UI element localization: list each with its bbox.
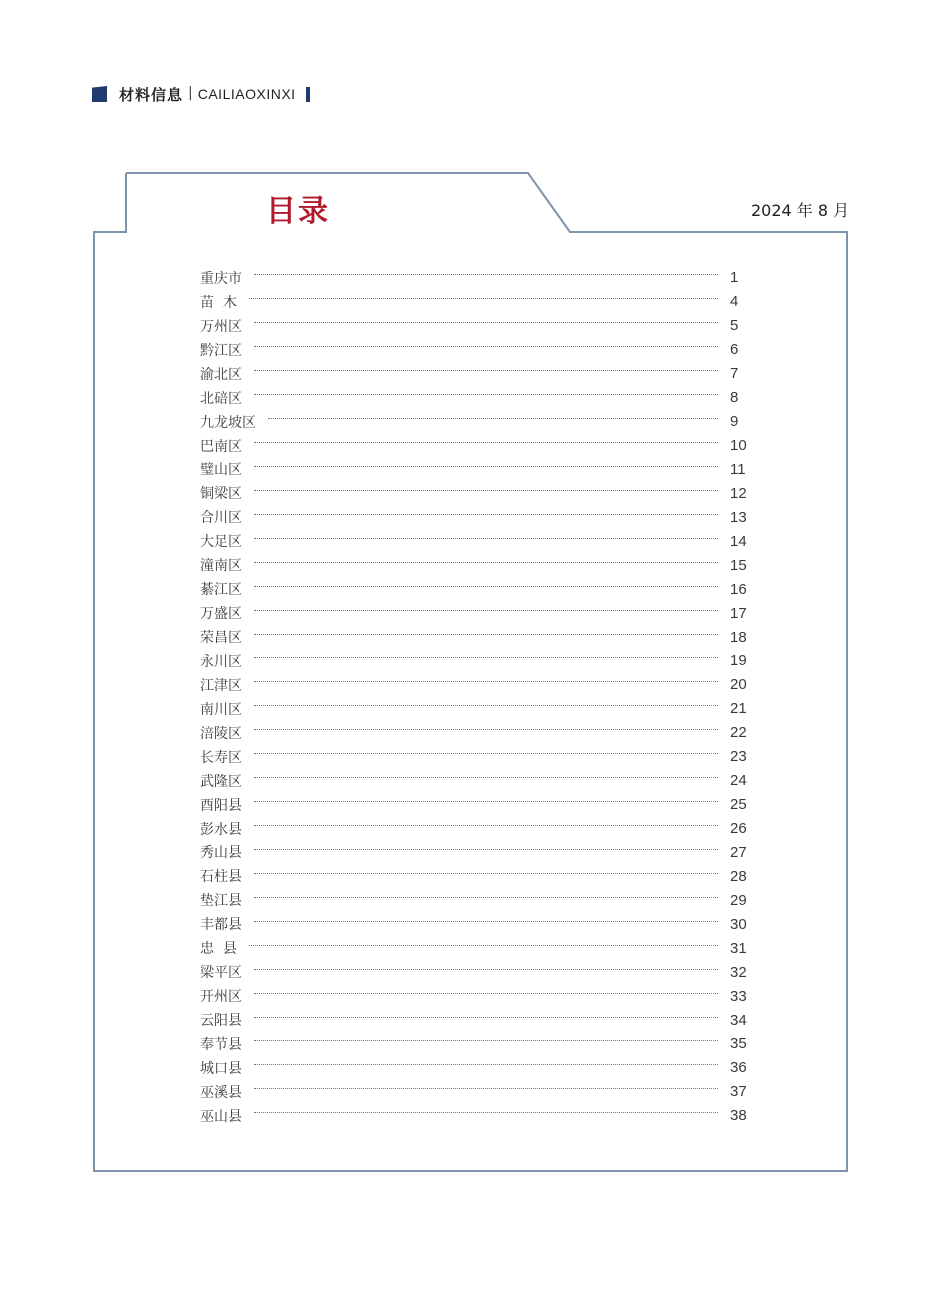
- toc-entry-name: 丰都县: [200, 917, 242, 934]
- dot-leader: [254, 1017, 718, 1018]
- dot-leader: [254, 729, 718, 730]
- toc-entry[interactable]: [200, 1056, 750, 1080]
- toc-entry-name: 苗 木: [200, 294, 237, 311]
- dot-leader: [254, 705, 718, 706]
- toc-entry-name: 城口县: [200, 1060, 242, 1077]
- toc-list: [200, 266, 750, 1128]
- dot-leader: [254, 873, 718, 874]
- toc-entry-page: 4: [730, 293, 739, 311]
- toc-entry-name: 酉阳县: [200, 797, 242, 814]
- toc-entry[interactable]: [200, 1032, 750, 1056]
- toc-entry-name: 黔江区: [200, 342, 242, 359]
- dot-leader: [254, 753, 718, 754]
- toc-entry-name: 大足区: [200, 534, 242, 551]
- toc-entry[interactable]: [200, 1008, 750, 1032]
- toc-entry[interactable]: [200, 1104, 750, 1128]
- dot-leader: [268, 418, 718, 419]
- toc-entry-name: 巫山县: [200, 1108, 242, 1125]
- dot-leader: [254, 825, 718, 826]
- toc-entry[interactable]: [200, 960, 750, 984]
- toc-entry-name: 巫溪县: [200, 1084, 242, 1101]
- toc-entry-page: 8: [730, 389, 739, 407]
- toc-entry-page: 33: [730, 987, 747, 1005]
- toc-entry[interactable]: [200, 625, 750, 649]
- toc-entry-name: 重庆市: [200, 270, 242, 287]
- dot-leader: [254, 921, 718, 922]
- dot-leader: [254, 1064, 718, 1065]
- dot-leader: [254, 586, 718, 587]
- dot-leader: [254, 490, 718, 491]
- dot-leader: [254, 274, 718, 275]
- toc-entry-page: 5: [730, 317, 739, 335]
- toc-entry[interactable]: [200, 984, 750, 1008]
- toc-entry[interactable]: [200, 434, 750, 458]
- toc-entry-name: 垫江县: [200, 893, 242, 910]
- toc-entry[interactable]: [200, 841, 750, 865]
- toc-entry[interactable]: [200, 362, 750, 386]
- toc-entry-name: 合川区: [200, 510, 242, 527]
- toc-entry-page: 14: [730, 532, 747, 550]
- dot-leader: [254, 657, 718, 658]
- toc-entry-name: 巴南区: [200, 438, 242, 455]
- toc-entry-page: 20: [730, 676, 747, 694]
- toc-entry-name: 荣昌区: [200, 630, 242, 647]
- toc-entry[interactable]: [200, 458, 750, 482]
- toc-entry-page: 18: [730, 628, 747, 646]
- toc-entry[interactable]: [200, 553, 750, 577]
- toc-entry[interactable]: [200, 673, 750, 697]
- toc-entry-page: 22: [730, 724, 747, 742]
- toc-entry[interactable]: [200, 386, 750, 410]
- dot-leader: [254, 1088, 718, 1089]
- dot-leader: [254, 442, 718, 443]
- toc-entry-name: 万盛区: [200, 606, 242, 623]
- dot-leader: [254, 849, 718, 850]
- dot-leader: [254, 346, 718, 347]
- toc-entry[interactable]: [200, 505, 750, 529]
- dot-leader: [254, 1112, 718, 1113]
- dot-leader: [254, 801, 718, 802]
- toc-entry-page: 37: [730, 1083, 747, 1101]
- toc-entry-page: 29: [730, 891, 747, 909]
- toc-entry-name: 九龙坡区: [200, 414, 256, 431]
- header-title: 材料信息: [119, 85, 184, 104]
- toc-title: 目录: [266, 194, 330, 229]
- toc-entry-name: 璧山区: [200, 462, 242, 479]
- toc-entry-name: 梁平区: [200, 965, 242, 982]
- toc-entry-name: 渝北区: [200, 366, 242, 383]
- toc-entry-name: 北碚区: [200, 390, 242, 407]
- toc-entry-page: 9: [730, 413, 739, 431]
- toc-entry[interactable]: [200, 314, 750, 338]
- toc-entry[interactable]: [200, 745, 750, 769]
- dot-leader: [254, 634, 718, 635]
- toc-entry[interactable]: [200, 529, 750, 553]
- toc-entry[interactable]: [200, 481, 750, 505]
- toc-entry[interactable]: [200, 769, 750, 793]
- toc-entry-page: 27: [730, 843, 747, 861]
- toc-entry-page: 11: [730, 460, 746, 478]
- toc-entry[interactable]: [200, 601, 750, 625]
- toc-entry[interactable]: [200, 1080, 750, 1104]
- toc-entry-page: 17: [730, 604, 747, 622]
- toc-entry-name: 秀山县: [200, 845, 242, 862]
- toc-entry-name: 彭水县: [200, 821, 242, 838]
- toc-entry[interactable]: [200, 577, 750, 601]
- toc-entry-page: 31: [730, 939, 747, 957]
- dot-leader: [254, 562, 718, 563]
- toc-entry-page: 30: [730, 915, 747, 933]
- dot-leader: [249, 945, 718, 946]
- toc-entry-page: 24: [730, 772, 747, 790]
- toc-entry[interactable]: [200, 338, 750, 362]
- toc-entry-page: 7: [730, 365, 739, 383]
- toc-entry-name: 綦江区: [200, 582, 242, 599]
- toc-entry-page: 35: [730, 1035, 747, 1053]
- header-separator: |: [188, 85, 193, 101]
- dot-leader: [254, 993, 718, 994]
- toc-entry-name: 开州区: [200, 989, 242, 1006]
- toc-entry-page: 19: [730, 652, 747, 670]
- toc-entry-page: 36: [730, 1059, 747, 1077]
- toc-entry-page: 13: [730, 508, 747, 526]
- toc-entry[interactable]: [200, 290, 750, 314]
- toc-entry[interactable]: [200, 697, 750, 721]
- toc-entry[interactable]: [200, 721, 750, 745]
- toc-entry-name: 武隆区: [200, 773, 242, 790]
- dot-leader: [254, 897, 718, 898]
- toc-entry-name: 长寿区: [200, 749, 242, 766]
- toc-entry-name: 南川区: [200, 701, 242, 718]
- toc-entry-name: 永川区: [200, 653, 242, 670]
- toc-entry-name: 奉节县: [200, 1036, 242, 1053]
- toc-entry-name: 石柱县: [200, 869, 242, 886]
- dot-leader: [254, 394, 718, 395]
- dot-leader: [249, 298, 718, 299]
- toc-entry-name: 云阳县: [200, 1013, 242, 1030]
- toc-entry-page: 6: [730, 341, 739, 359]
- toc-entry[interactable]: [200, 817, 750, 841]
- dot-leader: [254, 370, 718, 371]
- toc-entry-page: 10: [730, 437, 747, 455]
- toc-entry-page: 23: [730, 748, 747, 766]
- toc-entry-page: 25: [730, 796, 747, 814]
- toc-entry-page: 26: [730, 820, 747, 838]
- toc-entry[interactable]: [200, 912, 750, 936]
- dot-leader: [254, 466, 718, 467]
- dot-leader: [254, 777, 718, 778]
- toc-entry[interactable]: [200, 888, 750, 912]
- toc-entry-page: 12: [730, 484, 747, 502]
- toc-entry-name: 潼南区: [200, 558, 242, 575]
- toc-entry-page: 16: [730, 580, 747, 598]
- dot-leader: [254, 969, 718, 970]
- toc-entry-name: 江津区: [200, 677, 242, 694]
- toc-entry-name: 铜梁区: [200, 486, 242, 503]
- toc-entry-page: 15: [730, 556, 747, 574]
- toc-entry-name: 万州区: [200, 318, 242, 335]
- toc-entry-page: 1: [730, 269, 739, 287]
- dot-leader: [254, 681, 718, 682]
- toc-entry-page: 28: [730, 867, 747, 885]
- dot-leader: [254, 514, 718, 515]
- toc-entry-name: 涪陵区: [200, 725, 242, 742]
- header-subtitle: CAILIAOXINXI: [197, 86, 296, 102]
- toc-entry[interactable]: [200, 793, 750, 817]
- toc-entry-page: 21: [730, 700, 747, 718]
- issue-date: 2024 年 8 月: [751, 201, 850, 220]
- dot-leader: [254, 322, 718, 323]
- dot-leader: [254, 1040, 718, 1041]
- toc-entry[interactable]: [200, 649, 750, 673]
- toc-entry[interactable]: [200, 410, 750, 434]
- dot-leader: [254, 538, 718, 539]
- toc-entry[interactable]: [200, 936, 750, 960]
- toc-entry[interactable]: [200, 864, 750, 888]
- toc-entry-page: 34: [730, 1011, 747, 1029]
- toc-entry[interactable]: [200, 266, 750, 290]
- toc-entry-page: 38: [730, 1107, 747, 1125]
- toc-entry-name: 忠 县: [200, 941, 237, 958]
- toc-entry-page: 32: [730, 963, 747, 981]
- dot-leader: [254, 610, 718, 611]
